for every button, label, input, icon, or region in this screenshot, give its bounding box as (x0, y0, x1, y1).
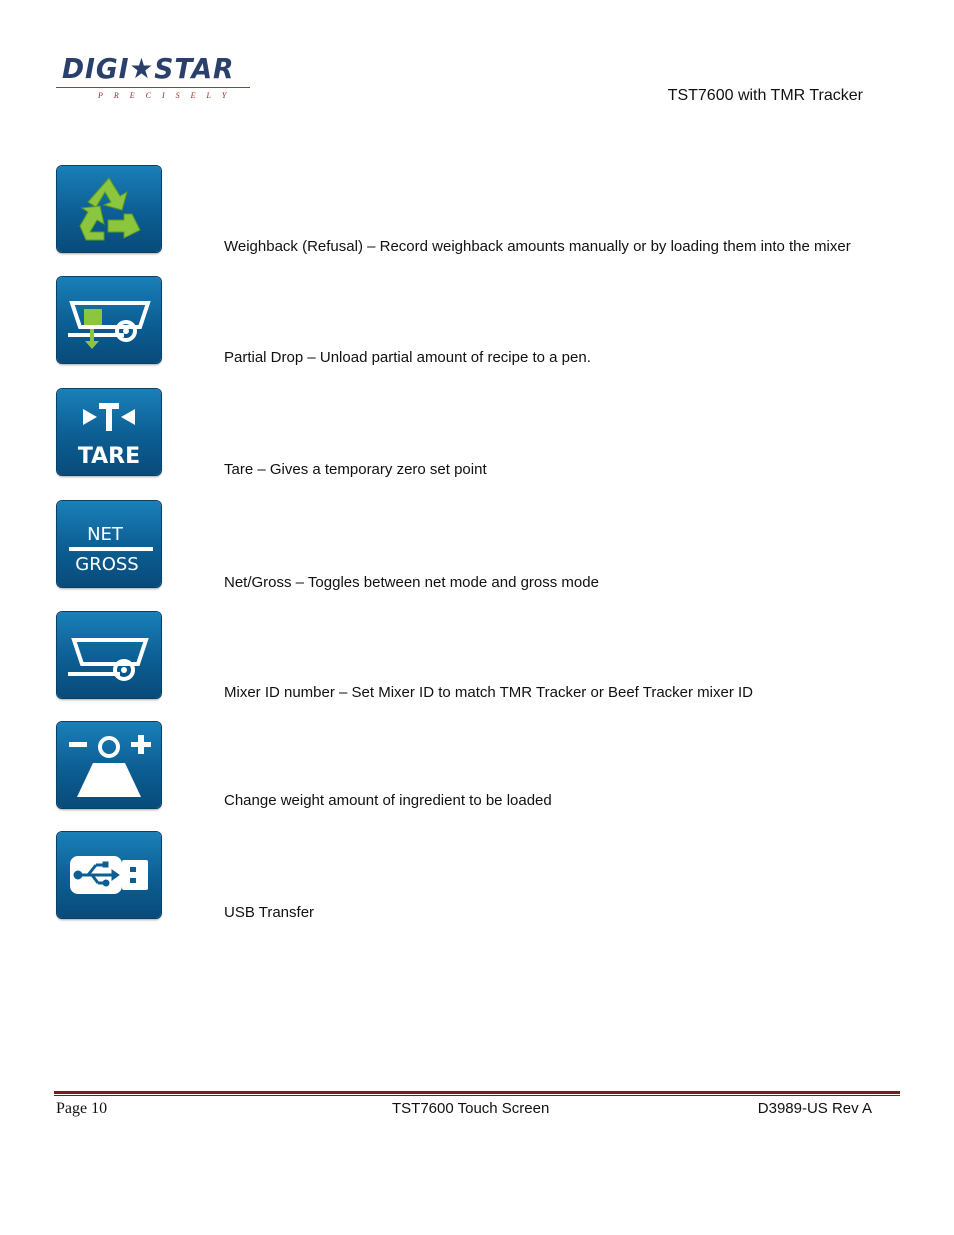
net-gross-description: Net/Gross – Toggles between net mode and gross mode (224, 574, 599, 591)
mixer-id-button[interactable] (57, 612, 161, 698)
weighback-description: Weighback (Refusal) – Record weighback amounts manually or by loading them into the mixer (224, 238, 851, 255)
usb-transfer-button[interactable] (57, 832, 161, 918)
change-weight-description: Change weight amount of ingredient to be loaded (224, 792, 552, 809)
tare-label: TARE (77, 444, 141, 469)
tare-icon (61, 393, 157, 471)
weighback-button[interactable] (57, 166, 161, 252)
logo-tagline: PRECISELY (98, 91, 238, 100)
change-weight-button[interactable] (57, 722, 161, 808)
footer-divider (54, 1091, 900, 1097)
net-gross-button[interactable] (57, 501, 161, 587)
partial-drop-description: Partial Drop – Unload partial amount of recipe to a pen. (224, 349, 591, 366)
usb-transfer-description: USB Transfer (224, 904, 315, 921)
tare-button[interactable] (57, 389, 161, 475)
partial-drop-button[interactable] (57, 277, 161, 363)
page-number: Page 10 (56, 1100, 108, 1117)
tare-description: Tare – Gives a temporary zero set point (224, 461, 487, 478)
gross-label: GROSS (75, 554, 139, 575)
weight-adjust-icon (61, 725, 157, 805)
usb-icon (66, 850, 152, 900)
footer-title: TST7600 Touch Screen (392, 1100, 550, 1117)
logo-rule (56, 87, 250, 88)
header-title: TST7600 with TMR Tracker (667, 87, 863, 104)
mixer-id-description: Mixer ID number – Set Mixer ID to match TMR Tracker or Beef Tracker mixer ID (224, 684, 754, 701)
partial-drop-icon (64, 287, 154, 353)
recycle-icon (74, 174, 144, 244)
mixer-icon (64, 622, 154, 688)
net-label: NET (87, 524, 123, 545)
document-id: D3989-US Rev A (757, 1100, 872, 1117)
digi-star-logo (56, 52, 252, 106)
net-gross-icon (59, 504, 159, 584)
logo-wordmark: DIGI★STAR (62, 52, 235, 85)
